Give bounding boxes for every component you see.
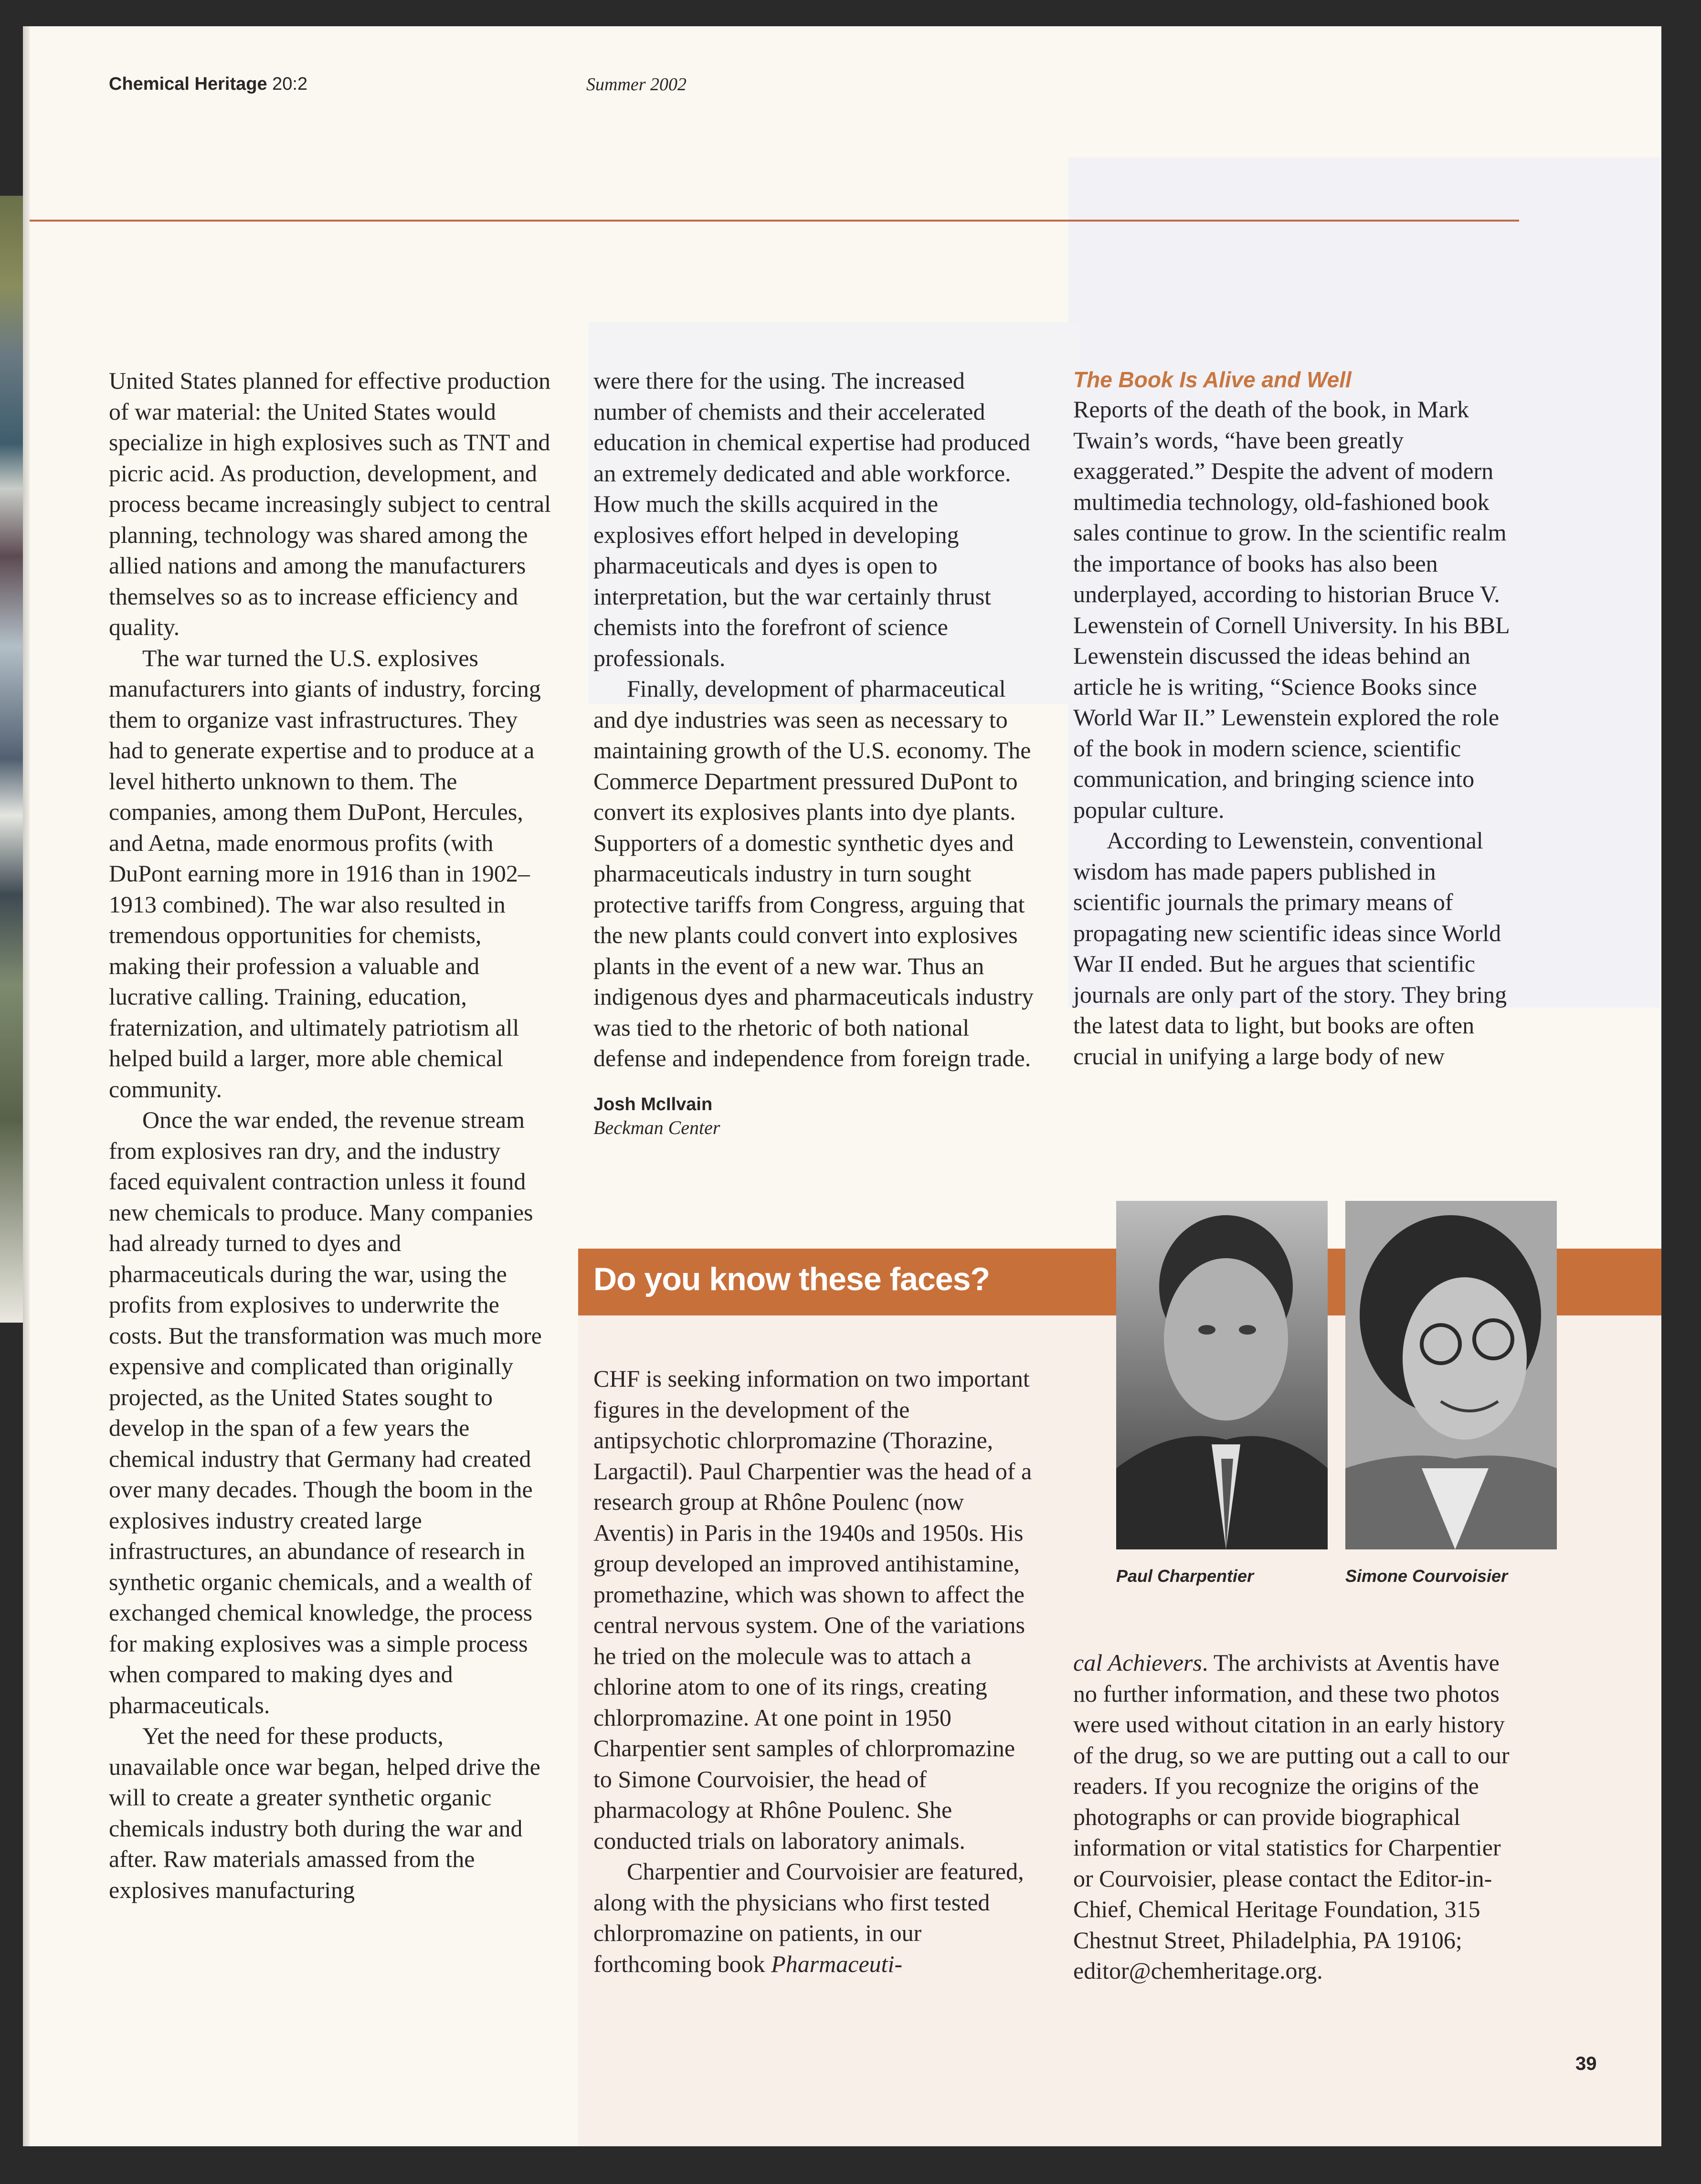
book-title: Pharmaceuti- bbox=[771, 1950, 903, 1977]
running-header bbox=[109, 74, 687, 95]
faces-box-text-column-2 bbox=[1073, 1647, 1517, 1986]
paragraph: Finally, development of pharmaceutical and dye industries was seen as necessary to maintaining growth of the U.S. economy. The Commerce Department pressured DuPont to convert its explosives plants into dye plants. Supporters of a domestic synthetic dyes and pharmaceuticals industry in turn sought protective tariffs from Congress, arguing that the new plants could convert into explosives plants in the event of a new war. Thus an indigenous dyes and pharmaceuticals industry was tied to the rhetoric of both national defense and independence from foreign trade. bbox=[593, 675, 1034, 1071]
magazine-page bbox=[23, 26, 1661, 2146]
portrait-man-image bbox=[1116, 1201, 1328, 1549]
photo-caption: Simone Courvoisier bbox=[1345, 1566, 1508, 1586]
issue-number: 20:2 bbox=[272, 74, 308, 94]
paragraph: Yet the need for these products, unavailable once war began, helped drive the will to create a greater synthetic organic chemicals industry both during the war and after. Raw materials amassed from the explosives manufacturing bbox=[109, 1722, 540, 1903]
issue-season: Summer 2002 bbox=[586, 74, 687, 95]
magazine-title: Chemical Heritage bbox=[109, 74, 267, 94]
article-column-2 bbox=[593, 365, 1037, 1140]
photo-caption: Paul Charpentier bbox=[1116, 1566, 1254, 1586]
author-name: Josh McIlvain bbox=[593, 1094, 713, 1114]
portrait-photo-paul-charpentier bbox=[1116, 1201, 1328, 1549]
section-subhead: The Book Is Alive and Well bbox=[1073, 367, 1352, 392]
page-gutter bbox=[23, 26, 30, 2146]
paragraph-text: . The archivists at Aventis have no further information, and these two photos were used without citation in an early history of the drug, so we are putting out a call to our readers. If you recognize the origins of the photographs or can provide biographical information or vital statistics for Charpentier or Courvoisier, please contact the Editor-in-Chief, Chemical Heritage Foundation, 315 Chestnut Street, Philadelphia, PA 19106; editor@chemheritage.org. bbox=[1073, 1649, 1510, 1984]
adjacent-page-photo-strip bbox=[0, 196, 23, 1323]
article-column-1 bbox=[109, 365, 553, 1905]
page-number: 39 bbox=[1575, 2053, 1597, 2074]
paragraph bbox=[593, 1856, 1037, 1979]
paragraph: Reports of the death of the book, in Mark Twain’s words, “have been greatly exaggerated.” Despite the advent of modern multimedia technology, old-fashioned book sales continue to grow. In the scientific realm the importance of books has also been underplayed, according to historian Bruce V. Lewenstein of Cornell University. In his BBL Lewenstein discussed the ideas behind an article he is writing, “Science Books since World War II.” Lewenstein explored the role of the book in modern science, scientific communication, and bringing science into popular culture. bbox=[1073, 396, 1509, 823]
paragraph: Once the war ended, the revenue stream from explosives ran dry, and the industry faced equivalent contraction unless it found new chemicals to produce. Many companies had already turned to dyes and pharmaceuticals during the war, using the profits from explosives to underwrite the costs. But the transformation was much more expensive and complicated than originally projected, as the United States sought to develop in the span of a few years the chemical industry that Germany had created over many decades. Though the boom in the explosives industry created large infrastructures, an abundance of research in synthetic organic chemicals, and a wealth of exchanged chemical knowledge, the process for making explosives was a simple process when compared to making dyes and pharmaceuticals. bbox=[109, 1106, 542, 1718]
paragraph: The war turned the U.S. explosives manufacturers into giants of industry, forcing them to organize vast infrastructures. They had to generate expertise and to produce at a level hitherto unknown to them. The companies, among them DuPont, Hercules, and Aetna, made enormous profits (with DuPont earning more in 1916 than in 1902–1913 combined). The war also resulted in tremendous opportunities for chemists, making their profession a valuable and lucrative calling. Training, education, fraternization, and ultimately patriotism all helped build a larger, more able chemical community. bbox=[109, 644, 541, 1103]
paragraph-text: Charpentier and Courvoisier are featured, along with the physicians who first tested chlorpromazine on patients, in our forthcoming book bbox=[593, 1858, 1024, 1977]
paragraph: United States planned for effective production of war material: the United States would specialize in high explosives such as TNT and picric acid. As production, development, and process became increasingly subject to central planning, technology was shared among the allied nations and among the manufacturers themselves so as to increase efficiency and quality. bbox=[109, 367, 551, 640]
portrait-photo-simone-courvoisier bbox=[1345, 1201, 1557, 1549]
portrait-woman-image bbox=[1345, 1201, 1557, 1549]
paragraph: CHF is seeking information on two important figures in the development of the antipsychotic chlorpromazine (Thorazine, Largactil). Paul Charpentier was the head of a research group at Rhône Poulenc (now Aventis) in Paris in the 1940s and 1950s. His group developed an improved antihistamine, promethazine, which was shown to affect the central nervous system. One of the variations he tried on the molecule was to attach a chlorine atom to one of its rings, creating chlorpromazine. At one point in 1950 Charpentier sent samples of chlorpromazine to Simone Courvoisier, the head of pharmacology at Rhône Poulenc. She conducted trials on laboratory animals. bbox=[593, 1365, 1032, 1854]
book-title: cal Achievers bbox=[1073, 1649, 1202, 1676]
paragraph: were there for the using. The increased number of chemists and their accelerated education in chemical expertise had produced an extremely dedicated and able workforce. How much the skills acquired in the explosives effort helped in developing pharmaceuticals and dyes is open to interpretation, but the war certainly thrust chemists into the forefront of science professionals. bbox=[593, 367, 1030, 671]
faces-box-title: Do you know these faces? bbox=[593, 1261, 990, 1297]
faces-box-text-column-1 bbox=[593, 1363, 1037, 1979]
article-column-3 bbox=[1073, 365, 1517, 1071]
header-rule bbox=[30, 220, 1519, 222]
author-affiliation: Beckman Center bbox=[593, 1116, 720, 1138]
paragraph: According to Lewenstein, conventional wisdom has made papers published in scientific journals the primary means of propagating new scientific ideas since World War II ended. But he argues that scientific journals are only part of the story. They bring the latest data to light, but books are often crucial in unifying a large body of new bbox=[1073, 827, 1507, 1070]
